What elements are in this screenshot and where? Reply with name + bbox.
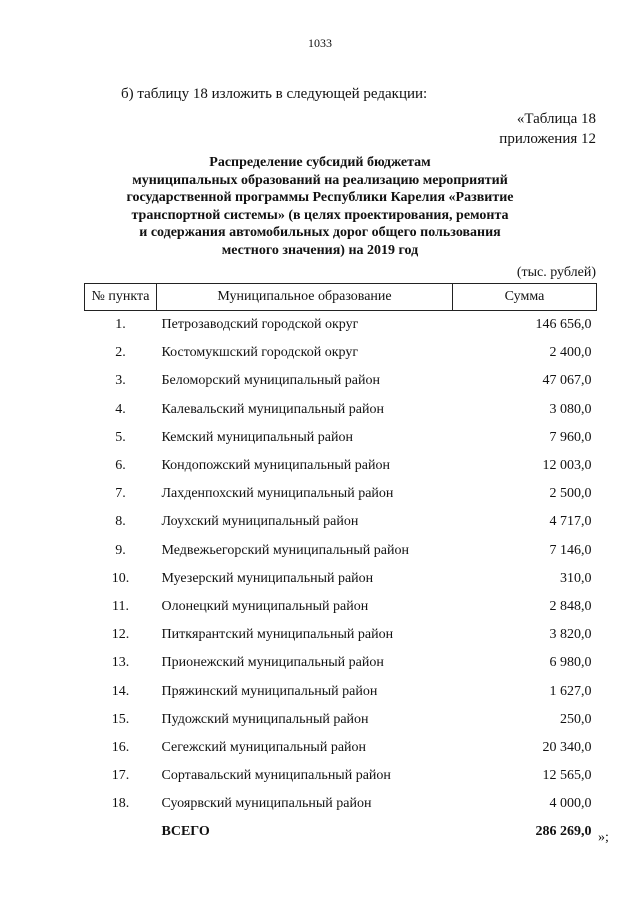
row-number: 10. (111, 570, 130, 586)
intro-text: б) таблицу 18 изложить в следующей редакции: (121, 86, 428, 102)
row-number: 1. (115, 317, 126, 333)
municipality-name: Прионежский муниципальный район (161, 655, 384, 671)
row-number: 17. (111, 768, 130, 784)
title-line: муниципальных образований на реализацию мероприятий (132, 172, 508, 188)
row-number: 12. (111, 627, 130, 643)
row-number: 11. (112, 598, 129, 614)
municipality-name: Муезерский муниципальный район (161, 570, 374, 586)
subsidy-amount: 20 340,0 (542, 739, 592, 755)
subsidy-amount: 4 717,0 (549, 514, 592, 530)
table-row (85, 537, 597, 565)
table-row (85, 508, 597, 536)
municipality-name: Калевальский муниципальный район (161, 401, 384, 417)
municipality-name: Лахденпохский муниципальный район (161, 486, 394, 502)
title-line: местного значения) на 2019 год (221, 242, 419, 258)
subsidies-table (84, 283, 597, 847)
subsidy-amount: 7 146,0 (549, 542, 592, 558)
municipality-name: Питкярантский муниципальный район (161, 627, 394, 643)
row-number: 13. (111, 655, 130, 671)
subsidy-amount: 146 656,0 (535, 317, 592, 333)
subsidy-amount: 47 067,0 (542, 373, 592, 389)
row-number: 2. (115, 345, 126, 361)
row-number: 4. (115, 401, 126, 417)
title-line: и содержания автомобильных дорог общего пользования (139, 225, 501, 240)
table-caption (499, 109, 596, 149)
table-row (85, 339, 597, 367)
total-number-cell (85, 818, 157, 846)
caption-line-appendix: приложения 12 (499, 131, 596, 147)
total-row (85, 818, 597, 846)
subsidy-amount: 3 080,0 (549, 401, 592, 417)
table-row (85, 706, 597, 734)
title-line: транспортной системы» (в целях проектирования, ремонта (131, 207, 509, 223)
table-row (85, 396, 597, 424)
table-row (85, 762, 597, 790)
subsidy-amount: 12 003,0 (542, 458, 592, 474)
municipality-name: Пудожский муниципальный район (161, 711, 369, 727)
row-number: 7. (115, 486, 126, 502)
title-line: государственной программы Республики Карелия «Развитие (126, 190, 514, 205)
municipality-name: Медвежьегорский муниципальный район (161, 542, 409, 558)
row-number: 18. (111, 796, 130, 812)
header-amount: Сумма (453, 284, 597, 311)
subsidy-amount: 7 960,0 (549, 429, 592, 445)
subsidy-amount: 4 000,0 (549, 796, 592, 812)
table-row (85, 790, 597, 818)
municipality-name: Суоярвский муниципальный район (161, 796, 372, 812)
subsidy-amount: 12 565,0 (542, 768, 592, 784)
table-row (85, 734, 597, 762)
table-body (85, 311, 597, 847)
municipality-name: Сортавальский муниципальный район (161, 768, 391, 784)
row-number: 14. (111, 683, 130, 699)
table-row (85, 649, 597, 677)
total-label: ВСЕГО (161, 824, 210, 840)
municipality-name: Пряжинский муниципальный район (161, 683, 378, 699)
units-label: (тыс. рублей) (516, 265, 596, 280)
table-row (85, 621, 597, 649)
table-row (85, 480, 597, 508)
table-row (85, 593, 597, 621)
page-number: 1033 (308, 36, 332, 50)
row-number: 16. (111, 739, 130, 755)
table-row (85, 677, 597, 705)
header-number: № пункта (85, 284, 157, 311)
table-row (85, 311, 597, 340)
subsidy-amount: 310,0 (560, 570, 592, 586)
closing-quote: »; (598, 830, 609, 845)
municipality-name: Сегежский муниципальный район (161, 739, 367, 755)
title-line: Распределение субсидий бюджетам (209, 155, 431, 170)
municipality-name: Костомукшский городской округ (161, 345, 359, 361)
municipality-name: Кондопожский муниципальный район (161, 458, 390, 474)
municipality-name: Лоухский муниципальный район (161, 514, 359, 530)
municipality-name: Петрозаводский городской округ (161, 317, 359, 333)
total-amount: 286 269,0 (535, 824, 592, 840)
municipality-name: Олонецкий муниципальный район (161, 598, 369, 614)
row-number: 8. (115, 514, 126, 530)
municipality-name: Беломорский муниципальный район (161, 373, 380, 389)
table-row (85, 367, 597, 395)
row-number: 3. (115, 373, 126, 389)
subsidy-amount: 250,0 (560, 711, 592, 727)
row-number: 9. (115, 542, 126, 558)
table-row (85, 565, 597, 593)
subsidy-amount: 2 500,0 (549, 486, 592, 502)
subsidy-amount: 3 820,0 (549, 627, 592, 643)
municipality-name: Кемский муниципальный район (161, 429, 353, 445)
row-number: 5. (115, 429, 126, 445)
table-header-row (85, 284, 597, 311)
table-row (85, 424, 597, 452)
subsidy-amount: 6 980,0 (549, 655, 592, 671)
caption-line-table: «Таблица 18 (516, 111, 596, 127)
table-row (85, 452, 597, 480)
subsidy-amount: 2 848,0 (549, 598, 592, 614)
subsidy-amount: 1 627,0 (549, 683, 592, 699)
subsidy-amount: 2 400,0 (549, 345, 592, 361)
header-municipality: Муниципальное образование (157, 284, 453, 311)
row-number: 6. (115, 458, 126, 474)
row-number: 15. (111, 711, 130, 727)
document-title (60, 154, 580, 259)
